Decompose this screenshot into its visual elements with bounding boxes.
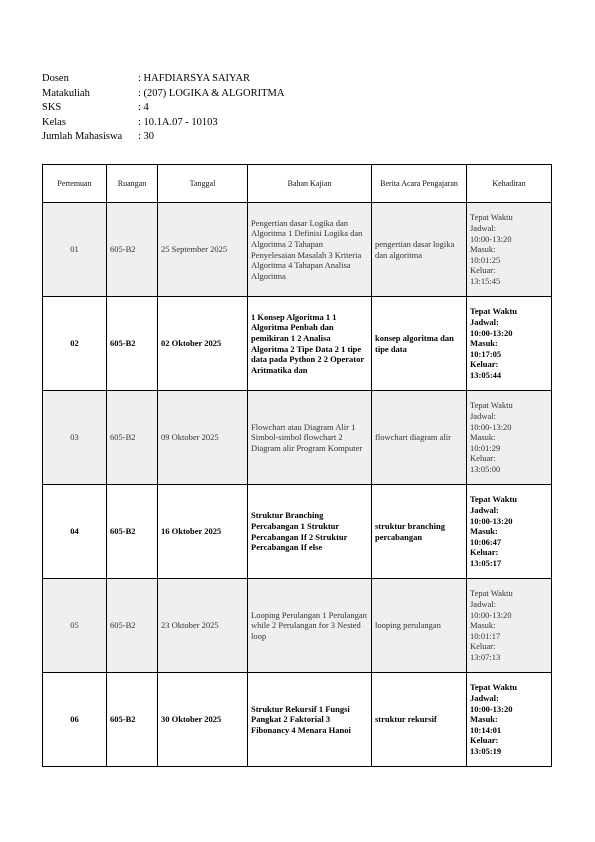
kehadiran-line: Masuk: <box>470 620 496 631</box>
table-row <box>43 579 552 673</box>
kehadiran-line: 10:01:25 <box>470 254 501 265</box>
kehadiran-line: Tepat Waktu <box>470 588 513 599</box>
value-sks: : 4 <box>138 102 149 113</box>
cell-berita-acara: struktur branching percabangan <box>372 485 467 579</box>
header-pertemuan: Pertemuan <box>43 165 107 203</box>
info-row-matakuliah <box>42 87 284 102</box>
kehadiran-line: 10:00-13:20 <box>470 609 512 620</box>
cell-tanggal: 30 Oktober 2025 <box>158 673 248 767</box>
value-matakuliah: : (207) LOGIKA & ALGORITMA <box>138 87 285 99</box>
table-row <box>43 203 552 297</box>
cell-ruangan: 605-B2 <box>107 673 158 767</box>
label-matakuliah: Matakuliah <box>42 87 90 99</box>
table-row <box>43 673 552 767</box>
kehadiran-line: 13:05:19 <box>470 745 502 756</box>
cell-berita-acara: flowchart diagram alir <box>372 391 467 485</box>
kehadiran-line: 10:00-13:20 <box>470 233 512 244</box>
kehadiran-line: Keluar: <box>470 547 499 558</box>
kehadiran-line: Jadwal: <box>470 223 496 234</box>
label-jumlah-mahasiswa: Jumlah Mahasiswa <box>42 131 123 142</box>
cell-bahan-kajian: Pengertian dasar Logika dan Algoritma 1 Definisi Logika dan Algoritma 2 Tahapan Penyelesaian Masalah 3 Kriteria Algoritma 4 Tahapan Analisa Algoritma <box>248 203 372 297</box>
cell-ruangan: 605-B2 <box>107 203 158 297</box>
kehadiran-line: 13:05:17 <box>470 557 502 568</box>
kehadiran-line: 10:00-13:20 <box>470 703 513 714</box>
kehadiran-line: Masuk: <box>470 526 498 537</box>
value-kelas: : 10.1A.07 - 10103 <box>138 116 218 128</box>
kehadiran-line: Tepat Waktu <box>470 212 513 223</box>
attendance-table <box>42 164 552 767</box>
kehadiran-line: Tepat Waktu <box>470 306 518 317</box>
kehadiran-line: Tepat Waktu <box>470 400 513 411</box>
table-header-row <box>43 165 552 203</box>
cell-tanggal: 16 Oktober 2025 <box>158 485 248 579</box>
cell-bahan-kajian: Struktur Rekursif 1 Fungsi Pangkat 2 Faktorial 3 Fibonancy 4 Menara Hanoi <box>248 673 372 767</box>
kehadiran-line: 10:17:05 <box>470 348 502 359</box>
cell-bahan-kajian: Looping Perulangan 1 Perulangan while 2 Perulangan for 3 Nested loop <box>248 579 372 673</box>
cell-kehadiran <box>467 485 552 579</box>
kehadiran-line: Jadwal: <box>470 317 499 328</box>
course-info <box>42 72 284 145</box>
kehadiran-line: Keluar: <box>470 735 499 746</box>
cell-ruangan: 605-B2 <box>107 391 158 485</box>
info-row-dosen <box>42 72 284 87</box>
kehadiran-line: Tepat Waktu <box>470 682 518 693</box>
kehadiran-line: Masuk: <box>470 714 498 725</box>
cell-pertemuan: 01 <box>43 203 107 297</box>
cell-tanggal: 02 Oktober 2025 <box>158 297 248 391</box>
kehadiran-line: 13:15:45 <box>470 275 501 286</box>
cell-ruangan: 605-B2 <box>107 297 158 391</box>
table-body <box>43 203 552 767</box>
kehadiran-line: 10:00-13:20 <box>470 327 513 338</box>
kehadiran-line: 13:07:13 <box>470 651 501 662</box>
table-row <box>43 297 552 391</box>
cell-pertemuan: 05 <box>43 579 107 673</box>
header-ruangan: Ruangan <box>107 165 158 203</box>
cell-kehadiran <box>467 673 552 767</box>
header-bahan-kajian: Bahan Kajian <box>248 165 372 203</box>
cell-tanggal: 25 September 2025 <box>158 203 248 297</box>
info-row-kelas <box>42 116 284 131</box>
kehadiran-line: Jadwal: <box>470 505 499 516</box>
kehadiran-line: 10:00-13:20 <box>470 421 512 432</box>
label-sks: SKS <box>42 102 62 113</box>
kehadiran-line: 13:05:00 <box>470 463 501 474</box>
cell-pertemuan: 06 <box>43 673 107 767</box>
cell-berita-acara: looping perulangan <box>372 579 467 673</box>
header-berita-acara: Berita Acara Pengajaran <box>372 165 467 203</box>
kehadiran-line: 13:05:44 <box>470 369 502 380</box>
cell-tanggal: 09 Oktober 2025 <box>158 391 248 485</box>
table-row <box>43 485 552 579</box>
cell-kehadiran <box>467 391 552 485</box>
kehadiran-line: Keluar: <box>470 265 496 276</box>
kehadiran-line: Masuk: <box>470 338 498 349</box>
cell-bahan-kajian: Flowchart atau Diagram Alir 1 Simbol-simbol flowchart 2 Diagram alir Program Komputer <box>248 391 372 485</box>
cell-berita-acara: struktur rekursif <box>372 673 467 767</box>
kehadiran-line: 10:00-13:20 <box>470 515 513 526</box>
kehadiran-line: Keluar: <box>470 359 499 370</box>
kehadiran-line: 10:01:29 <box>470 442 501 453</box>
value-dosen: : HAFDIARSYA SAIYAR <box>138 73 251 84</box>
kehadiran-line: Keluar: <box>470 641 496 652</box>
cell-pertemuan: 02 <box>43 297 107 391</box>
kehadiran-line: Jadwal: <box>470 693 499 704</box>
label-dosen: Dosen <box>42 73 69 84</box>
kehadiran-line: Keluar: <box>470 453 496 464</box>
kehadiran-line: Jadwal: <box>470 411 496 422</box>
cell-kehadiran <box>467 297 552 391</box>
label-kelas: Kelas <box>42 116 66 128</box>
kehadiran-line: Jadwal: <box>470 599 496 610</box>
header-tanggal: Tanggal <box>158 165 248 203</box>
cell-kehadiran <box>467 579 552 673</box>
cell-pertemuan: 04 <box>43 485 107 579</box>
kehadiran-line: 10:06:47 <box>470 536 502 547</box>
cell-ruangan: 605-B2 <box>107 579 158 673</box>
value-jumlah-mahasiswa: : 30 <box>138 131 155 142</box>
kehadiran-line: Masuk: <box>470 244 496 255</box>
cell-ruangan: 605-B2 <box>107 485 158 579</box>
cell-bahan-kajian: Struktur Branching Percabangan 1 Struktur Percabangan If 2 Struktur Percabangan If else <box>248 485 372 579</box>
info-row-sks <box>42 101 284 116</box>
cell-bahan-kajian: 1 Konsep Algoritma 1 1 Algoritma Penbah dan pemikiran 1 2 Analisa Algoritma 2 Tipe Data 2 1 tipe data pada Python 2 2 Operator Aritmatika dan <box>248 297 372 391</box>
cell-kehadiran <box>467 203 552 297</box>
cell-tanggal: 23 Oktober 2025 <box>158 579 248 673</box>
cell-berita-acara: konsep algoritma dan tipe data <box>372 297 467 391</box>
cell-berita-acara: pengertian dasar logika dan algoritma <box>372 203 467 297</box>
kehadiran-line: 10:01:17 <box>470 630 501 641</box>
header-kehadiran: Kehadiran <box>467 165 552 203</box>
info-row-jumlah <box>42 130 284 145</box>
table-row <box>43 391 552 485</box>
kehadiran-line: 10:14:01 <box>470 724 502 735</box>
cell-pertemuan: 03 <box>43 391 107 485</box>
kehadiran-line: Masuk: <box>470 432 496 443</box>
kehadiran-line: Tepat Waktu <box>470 494 518 505</box>
